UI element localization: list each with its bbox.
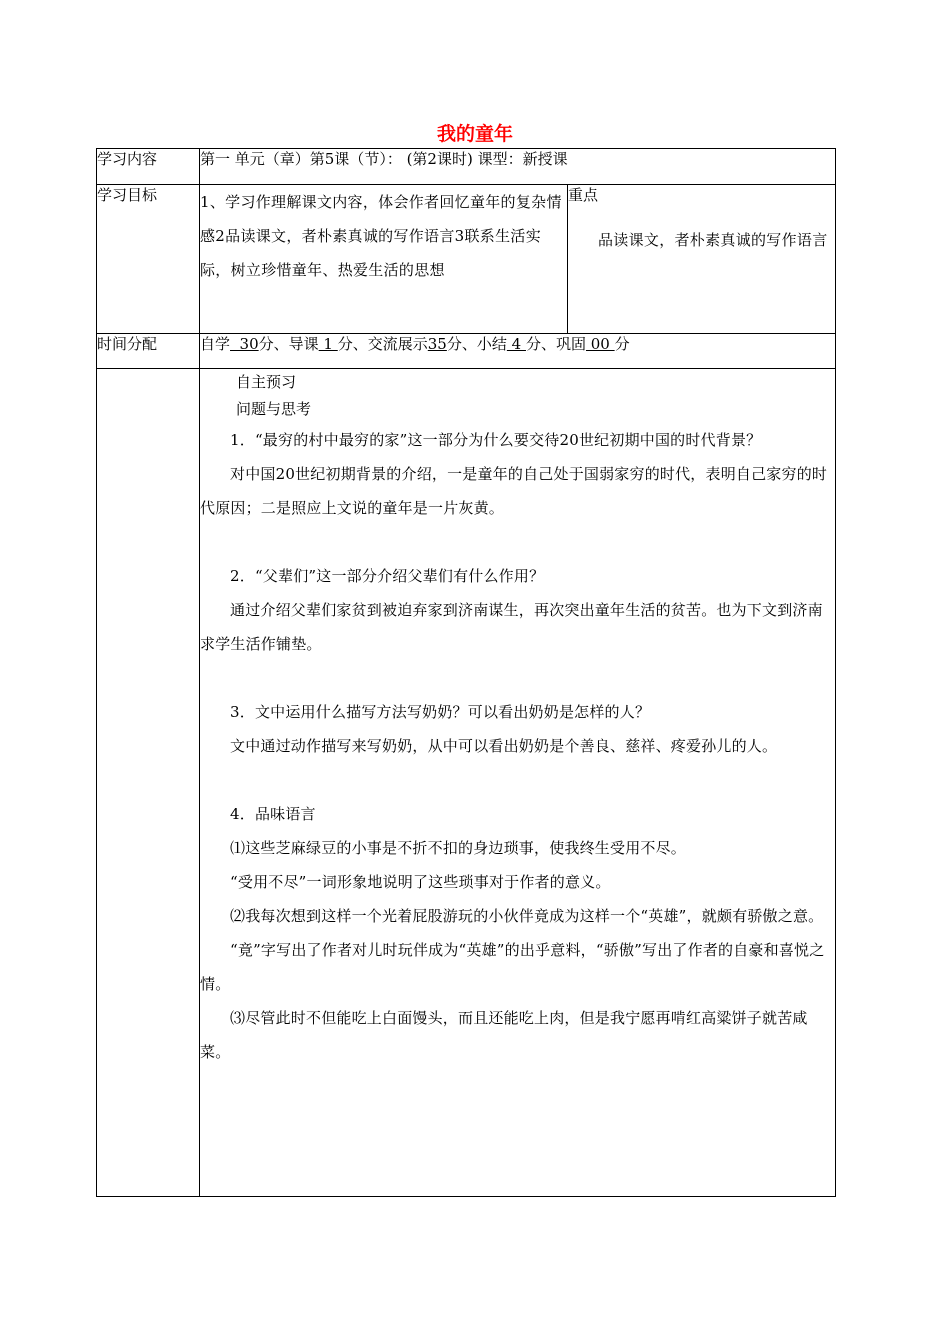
time-part-4: 分、小结 bbox=[446, 335, 507, 353]
answer-3: 文中通过动作描写来写奶奶，从中可以看出奶奶是个善良、慈祥、疼爱孙儿的人。 bbox=[230, 737, 778, 755]
content-body bbox=[200, 369, 836, 1197]
time-row-label: 时间分配 bbox=[97, 334, 200, 369]
time-discussion-value: 35 bbox=[427, 335, 447, 353]
header-row bbox=[97, 149, 836, 185]
content-row bbox=[97, 369, 836, 1197]
time-review-value: 00 bbox=[585, 335, 615, 353]
spacer bbox=[200, 763, 835, 797]
objective-text: 1、学习作理解课文内容，体会作者回忆童年的复杂情感2品读课文，者朴素真诚的写作语言3联系生活实际，树立珍惜童年、热爱生活的思想 bbox=[200, 185, 568, 334]
sentence-2: ⑵我每次想到这样一个光着屁股游玩的小伙伴竟成为这样一个“英雄”，就颇有骄傲之意。 bbox=[230, 907, 824, 925]
answer-1: 对中国20世纪初期背景的介绍，一是童年的自己处于国弱家穷的时代，表明自己家穷的时代原因；二是照应上文说的童年是一片灰黄。 bbox=[200, 465, 828, 517]
spacer bbox=[200, 525, 835, 559]
time-part-2: 分、导课 bbox=[258, 335, 319, 353]
content-row-label bbox=[97, 369, 200, 1197]
sentence-1: ⑴这些芝麻绿豆的小事是不折不扣的身边琐事，使我终生受用不尽。 bbox=[230, 839, 687, 857]
time-intro-value: 1 bbox=[318, 335, 338, 353]
time-part-3: 分、交流展示 bbox=[337, 335, 428, 353]
question-1: 1．“最穷的村中最穷的家”这一部分为什么要交待20世纪初期中国的时代背景？ bbox=[230, 431, 762, 449]
time-allocation bbox=[200, 334, 836, 369]
time-part-1: 自学 bbox=[200, 335, 231, 353]
question-3: 3．文中运用什么描写方法写奶奶？可以看出奶奶是怎样的人？ bbox=[230, 703, 651, 721]
question-2: 2．“父辈们”这一部分介绍父辈们有什么作用？ bbox=[230, 567, 545, 585]
focus-text: 品读课文，者朴素真诚的写作语言 bbox=[598, 231, 828, 249]
sentence-3: ⑶尽管此时不但能吃上白面馒头，而且还能吃上肉，但是我宁愿再啃红高粱饼子就苦咸菜。 bbox=[200, 1009, 808, 1061]
objective-row-label: 学习目标 bbox=[97, 185, 200, 334]
section-self-preview: 自主预习 bbox=[236, 373, 297, 391]
header-row-label: 学习内容 bbox=[97, 149, 200, 185]
header-row-content: 第一 单元（章）第5课（节）： (第2课时) 课型：新授课 bbox=[200, 149, 836, 185]
spacer bbox=[200, 661, 835, 695]
explanation-1: “受用不尽”一词形象地说明了这些琐事对于作者的意义。 bbox=[230, 873, 611, 891]
lesson-plan-table bbox=[96, 148, 836, 1197]
time-summary-value: 4 bbox=[506, 335, 526, 353]
section-questions: 问题与思考 bbox=[236, 400, 312, 418]
time-part-5: 分、巩固 bbox=[525, 335, 586, 353]
document-title: 我的童年 bbox=[436, 123, 513, 145]
time-self-study-value: 30 bbox=[230, 335, 259, 353]
time-row bbox=[97, 334, 836, 369]
focus-cell bbox=[568, 185, 836, 334]
answer-2: 通过介绍父辈们家贫到被迫弃家到济南谋生，再次突出童年生活的贫苦。也为下文到济南求学生活作铺垫。 bbox=[200, 601, 823, 653]
focus-title: 重点 bbox=[568, 186, 599, 204]
explanation-2: “竟”字写出了作者对儿时玩伴成为“英雄”的出乎意料，“骄傲”写出了作者的自豪和喜悦之情。 bbox=[200, 941, 825, 993]
objective-row bbox=[97, 185, 836, 334]
time-part-6: 分 bbox=[614, 335, 630, 353]
question-4: 4．品味语言 bbox=[230, 805, 316, 823]
